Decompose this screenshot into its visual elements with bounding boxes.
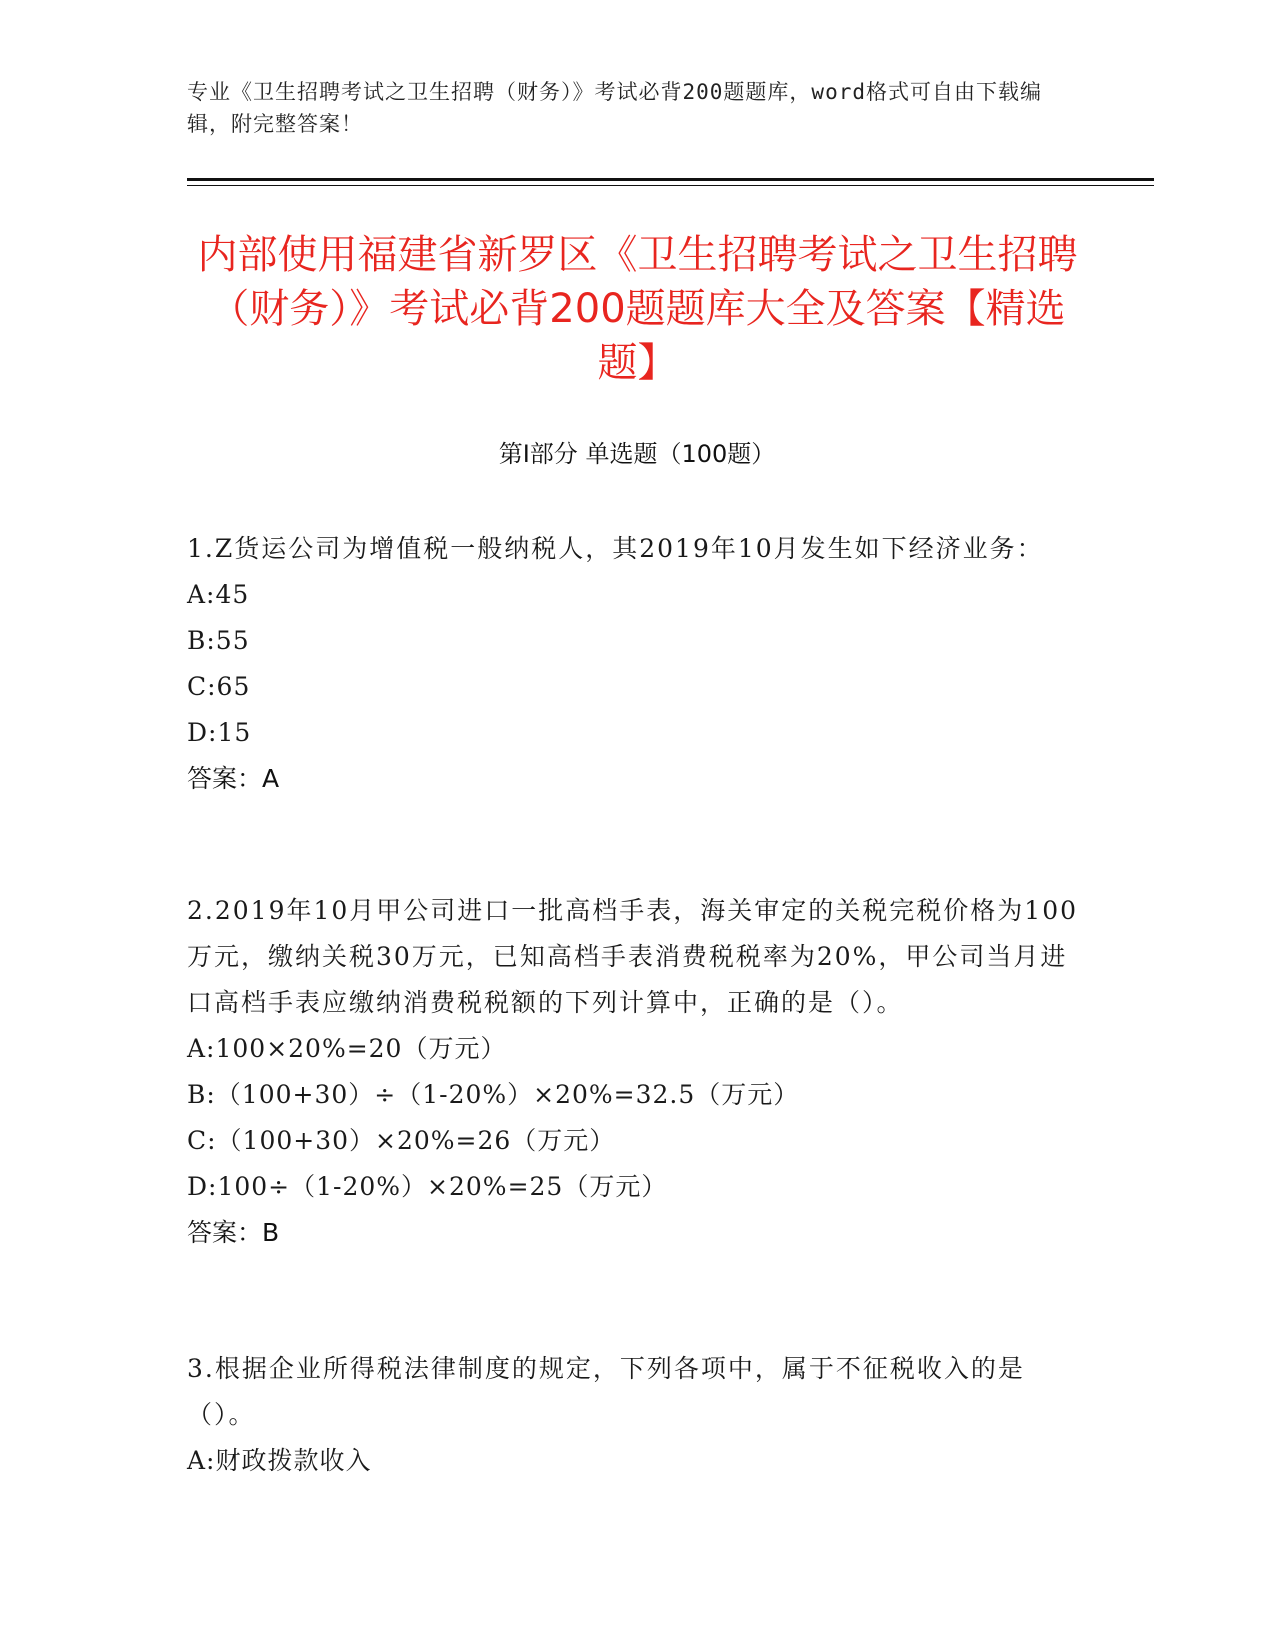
header-divider-thin bbox=[187, 185, 1154, 186]
question-2 bbox=[187, 888, 1082, 1256]
option-a: A:100×20%=20（万元） bbox=[187, 1034, 507, 1063]
section-title: 第Ⅰ部分 单选题（100题） bbox=[498, 440, 776, 468]
question-3 bbox=[187, 1346, 1082, 1484]
option-a: A:财政拨款收入 bbox=[187, 1446, 372, 1475]
option-b: B:55 bbox=[187, 626, 250, 655]
option-d: D:15 bbox=[187, 718, 252, 747]
option-b: B:（100+30）÷（1-20%）×20%=32.5（万元） bbox=[187, 1080, 800, 1109]
question-stem: 2.2019年10月甲公司进口一批高档手表，海关审定的关税完税价格为100万元，缴纳关税30万元，已知高档手表消费税税率为20%，甲公司当月进口高档手表应缴纳消费税税额的下列计算中，正确的是（）。 bbox=[187, 896, 1079, 1017]
option-c: C:（100+30）×20%=26（万元） bbox=[187, 1126, 616, 1155]
answer: 答案：A bbox=[187, 764, 280, 793]
header-divider-thick bbox=[187, 178, 1154, 181]
option-c: C:65 bbox=[187, 672, 251, 701]
document-title: 内部使用福建省新罗区《卫生招聘考试之卫生招聘（财务）》考试必背200题题库大全及答案【精选题】 bbox=[197, 232, 1078, 386]
question-stem: 1.Z货运公司为增值税一般纳税人，其2019年10月发生如下经济业务： bbox=[187, 534, 1044, 563]
answer: 答案：B bbox=[187, 1218, 280, 1247]
option-a: A:45 bbox=[187, 580, 250, 609]
question-1 bbox=[187, 526, 1082, 802]
header-note: 专业《卫生招聘考试之卫生招聘（财务）》考试必背200题题库，word格式可自由下载编辑，附完整答案！ bbox=[187, 80, 1042, 136]
question-stem: 3.根据企业所得税法律制度的规定，下列各项中，属于不征税收入的是（）。 bbox=[187, 1354, 1025, 1429]
option-d: D:100÷（1-20%）×20%=25（万元） bbox=[187, 1172, 668, 1201]
